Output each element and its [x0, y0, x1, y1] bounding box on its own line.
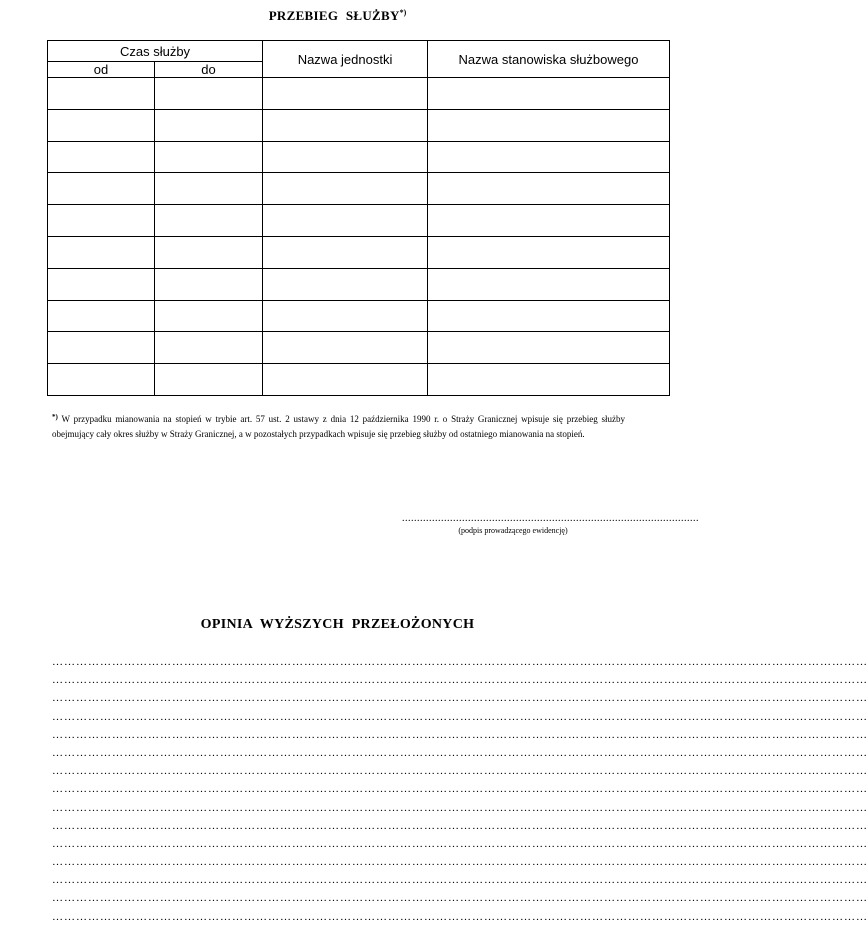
opinion-line[interactable]: ……………………………………………………………………………………………………………………………………………………………………………………: [52, 692, 868, 705]
footnote-text: W przypadku mianowania na stopień w trybie art. 57 ust. 2 ustawy z dnia 12 października 1990 r. o Straży Granicznej wpisuje się przebieg służby obejmujący cały okres służby w Straży Granicznej, a w pozostałych przypadkach wpisuje się przebieg służby od ostatniego mianowania na stopień.: [52, 414, 625, 439]
cell-from[interactable]: [48, 332, 155, 364]
cell-from[interactable]: [48, 109, 155, 141]
cell-unit[interactable]: [263, 141, 428, 173]
cell-unit[interactable]: [263, 236, 428, 268]
opinion-line[interactable]: ……………………………………………………………………………………………………………………………………………………………………………………: [52, 710, 868, 723]
cell-from[interactable]: [48, 205, 155, 237]
cell-unit[interactable]: [263, 173, 428, 205]
cell-position[interactable]: [428, 300, 670, 332]
cell-from[interactable]: [48, 268, 155, 300]
service-history-title: [0, 8, 675, 24]
header-position-name: Nazwa stanowiska służbowego: [428, 41, 670, 78]
cell-unit[interactable]: [263, 300, 428, 332]
cell-to[interactable]: [155, 364, 263, 396]
signature-caption: (podpis prowadzącego ewidencję): [458, 526, 568, 535]
table-row: [48, 300, 670, 332]
cell-to[interactable]: [155, 141, 263, 173]
cell-position[interactable]: [428, 109, 670, 141]
header-from: od: [48, 62, 155, 78]
service-rows: [48, 78, 670, 396]
cell-to[interactable]: [155, 173, 263, 205]
cell-to[interactable]: [155, 205, 263, 237]
cell-to[interactable]: [155, 332, 263, 364]
table-row: [48, 236, 670, 268]
cell-to[interactable]: [155, 78, 263, 110]
table-row: [48, 205, 670, 237]
cell-from[interactable]: [48, 364, 155, 396]
cell-unit[interactable]: [263, 78, 428, 110]
table-row: [48, 268, 670, 300]
cell-to[interactable]: [155, 268, 263, 300]
cell-position[interactable]: [428, 364, 670, 396]
opinion-line[interactable]: ……………………………………………………………………………………………………………………………………………………………………………………: [52, 783, 868, 796]
cell-unit[interactable]: [263, 109, 428, 141]
cell-unit[interactable]: [263, 268, 428, 300]
cell-from[interactable]: [48, 236, 155, 268]
cell-from[interactable]: [48, 300, 155, 332]
opinion-line[interactable]: ……………………………………………………………………………………………………………………………………………………………………………………: [52, 728, 868, 741]
cell-position[interactable]: [428, 141, 670, 173]
cell-unit[interactable]: [263, 364, 428, 396]
cell-position[interactable]: [428, 78, 670, 110]
opinion-line[interactable]: ……………………………………………………………………………………………………………………………………………………………………………………: [52, 801, 868, 814]
table-row: [48, 364, 670, 396]
cell-from[interactable]: [48, 78, 155, 110]
opinion-line[interactable]: ……………………………………………………………………………………………………………………………………………………………………………………: [52, 765, 868, 778]
opinion-line[interactable]: ……………………………………………………………………………………………………………………………………………………………………………………: [52, 819, 868, 832]
title-footnote-mark: *): [399, 8, 407, 17]
cell-from[interactable]: [48, 141, 155, 173]
opinion-line[interactable]: ……………………………………………………………………………………………………………………………………………………………………………………: [52, 674, 868, 687]
opinion-line[interactable]: ……………………………………………………………………………………………………………………………………………………………………………………: [52, 656, 868, 668]
opinion-line[interactable]: ……………………………………………………………………………………………………………………………………………………………………………………: [52, 874, 868, 887]
cell-from[interactable]: [48, 173, 155, 205]
cell-unit[interactable]: [263, 332, 428, 364]
table-row: [48, 141, 670, 173]
table-row: [48, 109, 670, 141]
table-row: [48, 173, 670, 205]
cell-to[interactable]: [155, 300, 263, 332]
service-history-table: [47, 40, 670, 396]
cell-unit[interactable]: [263, 205, 428, 237]
table-row: [48, 332, 670, 364]
opinion-line[interactable]: ……………………………………………………………………………………………………………………………………………………………………………………: [52, 892, 868, 905]
cell-to[interactable]: [155, 109, 263, 141]
header-unit-name: Nazwa jednostki: [263, 41, 428, 78]
opinion-title: OPINIA WYŻSZYCH PRZEŁOŻONYCH: [200, 617, 475, 632]
opinion-line[interactable]: ……………………………………………………………………………………………………………………………………………………………………………………: [52, 910, 868, 923]
cell-position[interactable]: [428, 205, 670, 237]
signature-line[interactable]: ...................................................................................................: [402, 513, 699, 524]
opinion-lines: [52, 655, 868, 928]
opinion-line[interactable]: ……………………………………………………………………………………………………………………………………………………………………………………: [52, 837, 868, 850]
cell-position[interactable]: [428, 236, 670, 268]
service-history-title-text: PRZEBIEG SŁUŻBY: [268, 8, 400, 23]
footnote-mark: *): [52, 413, 58, 421]
header-period: Czas służby: [48, 41, 263, 62]
header-to: do: [155, 62, 263, 78]
cell-position[interactable]: [428, 173, 670, 205]
footnote: [52, 410, 625, 442]
cell-position[interactable]: [428, 268, 670, 300]
opinion-line[interactable]: ……………………………………………………………………………………………………………………………………………………………………………………: [52, 746, 868, 759]
opinion-line[interactable]: ……………………………………………………………………………………………………………………………………………………………………………………: [52, 856, 868, 869]
table-row: [48, 78, 670, 110]
cell-to[interactable]: [155, 236, 263, 268]
cell-position[interactable]: [428, 332, 670, 364]
